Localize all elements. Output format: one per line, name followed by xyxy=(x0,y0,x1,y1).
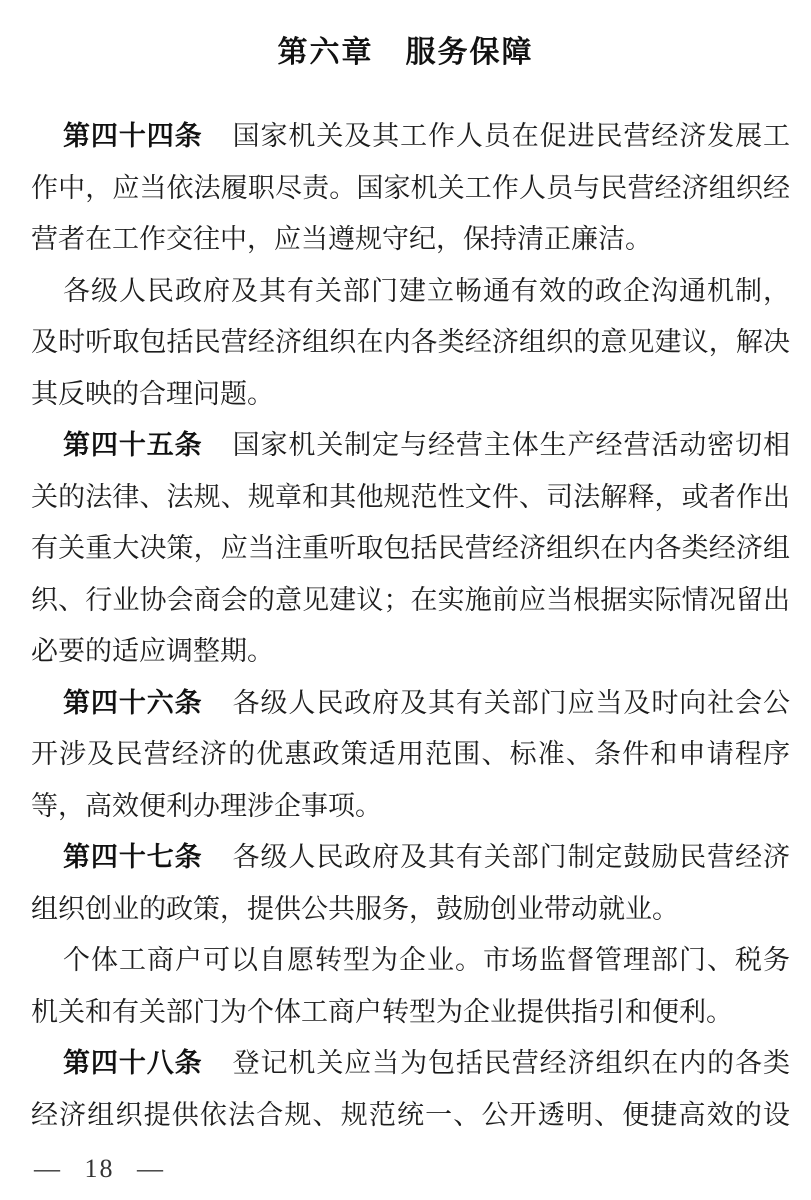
article-number: 第四十八条 xyxy=(63,1048,203,1078)
text-line: 经济组织提供依法合规、规范统一、公开透明、便捷高效的设 xyxy=(31,1099,790,1130)
page-number: — 18 — xyxy=(34,1154,165,1183)
text-line: 织、行业协会商会的意见建议；在实施前应当根据实际情况留出 xyxy=(31,584,790,615)
paragraph xyxy=(31,266,790,421)
article-first-line-text: 国家机关及其工作人员在促进民营经济发展工 xyxy=(232,121,791,151)
text-line: 机关和有关部门为个体工商户转型为企业提供指引和便利。 xyxy=(31,996,733,1027)
text-line: 个体工商户可以自愿转型为企业。市场监督管理部门、税务 xyxy=(63,945,790,975)
article-first-line-text: 各级人民政府及其有关部门制定鼓励民营经济 xyxy=(232,842,791,872)
text-line: 其反映的合理问题。 xyxy=(31,378,274,409)
text-line xyxy=(31,111,790,163)
article-number: 第四十六条 xyxy=(63,687,203,718)
text-line: 组织创业的政策，提供公共服务，鼓励创业带动就业。 xyxy=(31,893,679,924)
article-paragraph xyxy=(31,420,790,678)
text-line xyxy=(31,420,790,472)
article-first-line-text: 国家机关制定与经营主体生产经营活动密切相 xyxy=(232,430,791,460)
text-line: 各级人民政府及其有关部门建立畅通有效的政企沟通机制， xyxy=(63,275,790,306)
article-number: 第四十五条 xyxy=(63,430,203,460)
text-line: 关的法律、法规、规章和其他规范性文件、司法解释，或者作出 xyxy=(31,481,790,512)
text-line: 必要的适应调整期。 xyxy=(31,636,274,666)
text-line xyxy=(31,1038,790,1090)
article-paragraph xyxy=(31,678,790,833)
text-line: 作中，应当依法履职尽责。国家机关工作人员与民营经济组织经 xyxy=(31,172,790,203)
text-line: 营者在工作交往中，应当遵规守纪，保持清正廉洁。 xyxy=(31,224,652,254)
article-first-line-text: 各级人民政府及其有关部门应当及时向社会公 xyxy=(232,687,791,718)
article-paragraph xyxy=(31,832,790,935)
article-number: 第四十七条 xyxy=(63,842,203,872)
text-line: 等，高效便利办理涉企事项。 xyxy=(31,790,382,821)
document-body xyxy=(31,111,790,1141)
article-first-line-text: 登记机关应当为包括民营经济组织在内的各类 xyxy=(232,1048,791,1078)
paragraph xyxy=(31,935,790,1038)
text-line xyxy=(31,832,790,884)
text-line: 及时听取包括民营经济组织在内各类经济组织的意见建议，解决 xyxy=(31,327,790,357)
text-line: 开涉及民营经济的优惠政策适用范围、标准、条件和申请程序 xyxy=(31,739,790,769)
text-line: 有关重大决策，应当注重听取包括民营经济组织在内各类经济组 xyxy=(31,533,790,563)
text-line xyxy=(31,678,790,730)
article-number: 第四十四条 xyxy=(63,121,203,151)
article-paragraph xyxy=(31,1038,790,1141)
article-paragraph xyxy=(31,111,790,266)
chapter-title: 第六章 服务保障 xyxy=(277,36,534,69)
